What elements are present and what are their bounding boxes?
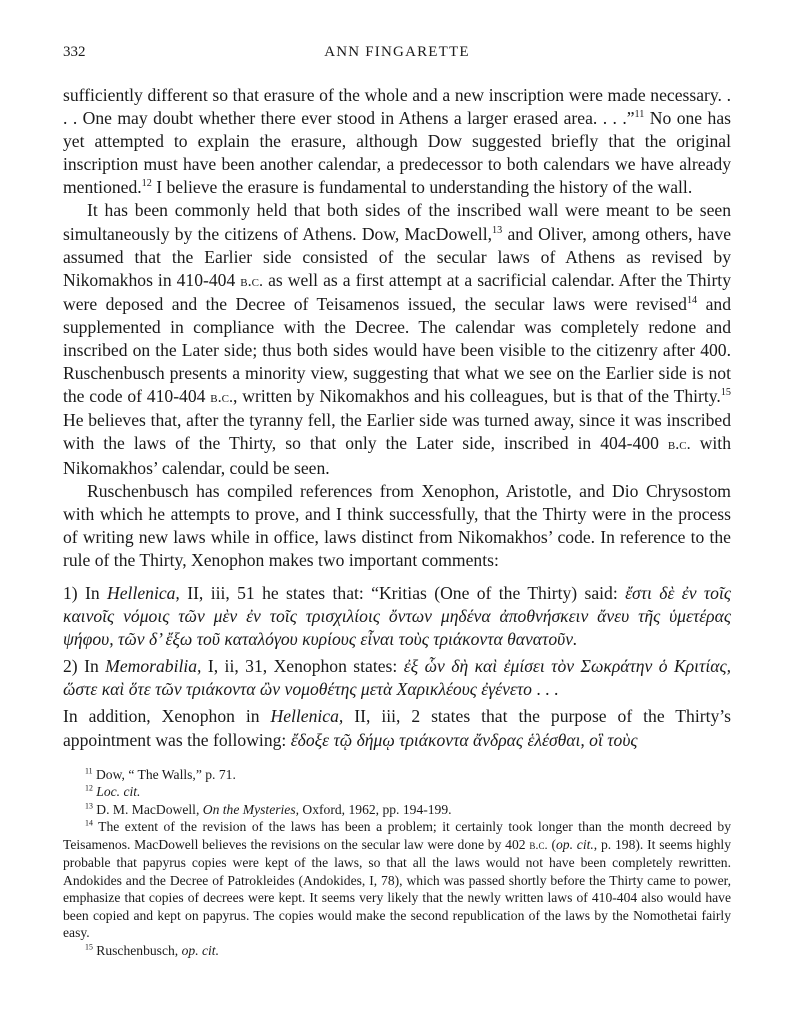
greek-quote: ἐξ ὧν δὴ καὶ ἐμίσει τὸν Σωκράτην ὁ Κριτίας, ὥστε καὶ ὅτε τῶν τριάκοντα ὢν νομοθέτης μετὰ Χαρικλέους ἐγένετο [63, 656, 732, 700]
text: sufficiently different so that erasure of the whole and a new inscription were made necessary. . . . One may doubt whether there ever stood in Athens a larger erased area. . . .” [63, 85, 731, 129]
footnotes [63, 766, 731, 960]
footnote-ref-11: 11 [634, 109, 645, 121]
footnote-11 [63, 766, 731, 784]
text: with Nikomakhos’ calendar, could be seen. [63, 433, 731, 478]
footnote-12 [63, 783, 731, 801]
footnote-15 [63, 942, 731, 960]
work-title: Memorabilia, [105, 656, 202, 677]
text: II, iii, 51 he states that: “Kritias (One of the Thirty) said: [179, 582, 626, 603]
paragraph-4 [63, 705, 731, 751]
citation-abbrev: op. cit. [556, 836, 594, 852]
quote-number: 1) In [63, 582, 108, 603]
ellipsis: . . . [531, 679, 559, 700]
text: as well as a first attempt at a sacrificial calendar. After the Thirty were deposed and the Decree of Teisamenos issued, the secular laws were revised [63, 269, 731, 314]
footnote-text: ( [547, 836, 556, 852]
greek-quote: ἔδοξε τῷ δήμῳ τριάκοντα ἄνδρας ἑλέσθαι, οἳ τοὺς [290, 729, 638, 750]
text: In addition, Xenophon in [63, 706, 271, 727]
work-title: Hellenica, [270, 706, 344, 727]
text: I believe the erasure is fundamental to understanding the history of the wall. [151, 177, 693, 198]
era-abbrev: b.c. [210, 388, 234, 407]
footnote-number: 14 [85, 818, 93, 828]
text: and supplemented in compliance with the Decree. The calendar was completely redone and inscribed on the Later side; thus both sides would have been visible to the citizenry after 400. Ruschenbusch presents a minority view, suggesting that what we see on the Earlier side is not the code of 410-404 [63, 293, 731, 407]
text: It has been commonly held that both sides of the inscribed wall were meant to be seen simultaneously by the citizens of Athens. Dow, MacDowell, [63, 200, 731, 244]
footnote-ref-15: 15 [720, 387, 731, 399]
footnote-13 [63, 801, 731, 819]
footnote-ref-14: 14 [686, 294, 698, 306]
footnote-ref-13: 13 [492, 224, 503, 236]
footnote-text: Loc. cit. [96, 784, 141, 800]
footnote-text: , p. 198). It seems highly probable that papyrus copies were kept of the laws, so that all the laws would not have been completely rewritten. Andokides and the Decree of Patrokleides (Andokides, I, 78), which was passed shortly before the Thirty came to power, emphasize that copies of decrees were kept. It seems very likely that the newly written laws of 410-404 also would have been copied and kept on papyrus. The copies would make the second republication of the laws by the Nomothetai fairly easy. [63, 836, 731, 941]
text: I, ii, 31, Xenophon states: [201, 656, 404, 677]
era-abbrev: b.c. [667, 435, 691, 454]
page-header [63, 44, 731, 70]
footnote-number: 12 [85, 783, 93, 793]
page-number: 332 [63, 44, 86, 60]
quote-1 [63, 582, 731, 651]
text: He believes that, after the tyranny fell, the Earlier side was turned away, since it was inscribed with the laws of the Thirty, so that only the Later side, inscribed in 404-400 [63, 410, 731, 454]
paragraph-3: Ruschenbusch has compiled references from Xenophon, Aristotle, and Dio Chrysostom with which he attempts to prove, and I think successfully, that the Thirty were in the process of writing new laws while in office, laws distinct from Nikomakhos’ code. In reference to the rule of the Thirty, Xenophon makes two important comments: [63, 480, 731, 570]
footnote-text: The extent of the revision of the laws has been a problem; it certainly took longer than the month decreed by Teisamenos. MacDowell believes the revisions on the secular law were done by 402 [63, 819, 731, 852]
quote-number: 2) In [63, 656, 106, 677]
footnote-text: Oxford, 1962, pp. 194-199. [299, 801, 452, 817]
text: and Oliver, among others, have assumed that the Earlier side consisted of the secular laws of Athens as revised by Nikomakhos in 410-404 [63, 223, 731, 290]
footnote-number: 13 [85, 801, 93, 811]
paragraph-2 [63, 199, 731, 479]
footnote-text: D. M. MacDowell, [92, 801, 203, 817]
greek-quote: ἔστι δὲ ἐν τοῖς καινοῖς νόμοις τῶν μὲν ἐν τοῖς τρισχιλίοις ὄντων μηδένα ἀποθνήσκειν ἄνευ τῆς ὑμετέρας ψήφου, τῶν δ’ ἔξω τοῦ καταλόγου κυρίους εἶναι τοὺς τριάκοντα θανατοῦν. [63, 582, 731, 650]
paragraph-1 [63, 84, 731, 199]
footnote-text: Dow, “ The Walls,” p. 71. [92, 766, 236, 782]
citation-abbrev: op. cit. [181, 942, 219, 958]
page [63, 44, 731, 959]
work-title: Hellenica, [107, 582, 180, 603]
era-abbrev: b.c. [529, 837, 548, 852]
footnote-number: 15 [85, 942, 93, 952]
footnote-number: 11 [85, 766, 93, 776]
text: No one has yet attempted to explain the erasure, although Dow suggested briefly that the original inscription must have been another calendar, a predecessor to both calendars we have already mentioned. [63, 108, 731, 198]
quote-2 [63, 655, 731, 701]
body-text [63, 84, 731, 752]
text: , written by Nikomakhos and his colleagues, but is that of the Thirty. [233, 386, 721, 407]
footnote-ref-12: 12 [141, 178, 152, 190]
footnote-text: Ruschenbusch, [92, 942, 182, 958]
quotations [63, 582, 731, 701]
work-title: On the Mysteries, [202, 801, 300, 817]
running-title: ANN FINGARETTE [324, 44, 470, 60]
footnote-14 [63, 818, 731, 942]
era-abbrev: b.c. [240, 271, 264, 290]
text: II, iii, 2 states that the purpose of the Thirty’s appointment was the following: [63, 706, 731, 750]
